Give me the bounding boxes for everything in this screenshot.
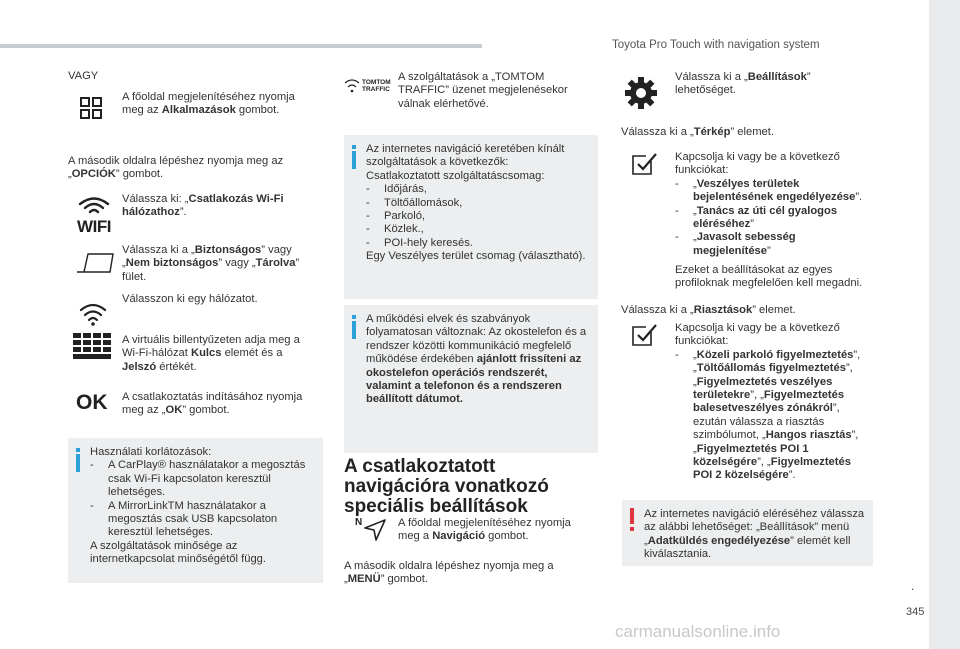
service-item: - Parkoló,	[366, 210, 590, 223]
services-footer: Egy Veszélyes terület csomag (választható).	[366, 250, 586, 263]
page-side-strip	[929, 0, 960, 649]
apps-instruction: A főoldal megjelenítéséhez nyomja meg az Alkalmazások gombot.	[122, 91, 295, 117]
ok-icon: OK	[76, 391, 108, 414]
menu-instruction: A második oldalra lépéshez nyomja meg a „MENÜ” gombot.	[344, 560, 554, 586]
tomtom-instruction: A szolgáltatások a „TOMTOM TRAFFIC” üzenet megjelenésekor válnak elérhetővé.	[398, 71, 568, 110]
services-package: Csatlakoztatott szolgáltatáscsomag:	[366, 169, 545, 182]
info-icon	[352, 321, 356, 339]
usage-limitations-note	[68, 438, 323, 583]
checkbox-icon	[631, 323, 657, 351]
keyboard-icon	[73, 333, 111, 363]
service-item: - Töltőállomások,	[366, 197, 590, 210]
connected-services-note	[344, 135, 598, 299]
warning-text: Az internetes navigáció eléréséhez válassza az alábbi lehetőséget: „Beállítások” menü „Adatküldés engedélyezése” elemét kell kiválasztania.	[644, 508, 865, 561]
network-instruction: Válasszon ki egy hálózatot.	[122, 293, 258, 305]
or-label: VAGY	[68, 70, 99, 82]
note-item-mirrorlink: - A MirrorLinkTM használatakor a megosztás csak USB kapcsolaton keresztül lehetséges.	[90, 500, 315, 540]
smartphone-update-note	[344, 305, 598, 453]
wifi-signal-icon	[79, 302, 107, 330]
map-setting-item: - „Veszélyes területek bejelentésének engedélyezése”.	[675, 178, 875, 205]
security-tab-instruction: Válassza ki a „Biztonságos” vagy „Nem biztonságos” vagy „Tárolva” fület.	[122, 244, 300, 283]
header-rule	[0, 44, 482, 48]
checkbox-icon	[631, 152, 657, 180]
tab-icon	[76, 253, 114, 277]
update-text: A működési elvek és szabványok folyamatosan változnak: Az okostelefon és a rendszer közötti kommunikáció megfelelő működése érdekében ajánlott frissíteni az okostelefon operációs rendszerét, valamint a telefonon és a rendszeren beállított dátumot.	[366, 313, 587, 406]
map-settings-footer: Ezeket a beállításokat az egyes profiloknak megfelelően kell megadni.	[675, 264, 863, 290]
info-icon	[76, 454, 80, 472]
services-intro: Az internetes navigáció keretében kínált szolgáltatások a következők:	[366, 143, 565, 169]
note-footer: A szolgáltatások minősége az internetkapcsolat minőségétől függ.	[90, 539, 267, 566]
note-item-carplay: - A CarPlay® használatakor a megosztás csak Wi-Fi kapcsolaton keresztül lehetséges.	[90, 459, 315, 499]
watermark: carmanualsonline.info	[615, 622, 781, 641]
alerts-instruction: Válassza ki a „Riasztások” elemet.	[621, 304, 796, 316]
settings-instruction: Válassza ki a „Beállítások” lehetőséget.	[675, 71, 811, 97]
gear-icon	[624, 76, 658, 114]
apps-grid-icon	[80, 97, 102, 123]
service-item: - Időjárás,	[366, 183, 590, 196]
alerts-settings-block: Kapcsolja ki vagy be a következő funkciókat: - „Közeli parkoló figyelmeztetés”, „Töltőállomás figyelmeztetés”, „Figyelmeztetés veszélyes területekre”, „Figyelmeztetés balesetveszélyes zónákról”, ezután válassza a riasztás szimbólumot, „Hangos riasztás”, „Figyelmeztetés POI 1 közelségére”, „Figyelmeztetés POI 2 közelségére”.	[675, 322, 873, 483]
section-heading: A csatlakoztatott navigációra vonatkozó speciális beállítások	[344, 456, 549, 517]
alert-setting-item: - „Közeli parkoló figyelmeztetés”, „Töltőállomás figyelmeztetés”, „Figyelmeztetés veszélyes területekre”, „Figyelmeztetés balesetveszélyes zónákról”, ezután válassza a riasztás szimbólumot, „Hangos riasztás”, „Figyelmeztetés POI 1 közelségére”, „Figyelmeztetés POI 2 közelségére”.	[675, 349, 873, 483]
options-instruction: A második oldalra lépéshez nyomja meg az „OPCIÓK” gombot.	[68, 155, 284, 181]
warning-icon	[630, 508, 634, 524]
info-icon	[352, 151, 356, 169]
wifi-instruction: Válassza ki: „Csatlakozás Wi-Fi hálózathoz”.	[122, 193, 284, 219]
map-setting-item: - „Javasolt sebesség megjelenítése”	[675, 231, 875, 258]
navigation-instruction: A főoldal megjelenítéséhez nyomja meg a Navigáció gombot.	[398, 517, 571, 543]
page-number: 345	[906, 606, 925, 618]
ok-instruction: A csatlakoztatás indításához nyomja meg az „OK” gombot.	[122, 391, 303, 417]
map-settings-block: Kapcsolja ki vagy be a következő funkciókat: - „Veszélyes területek bejelentésének engedélyezése”. - „Tanács az úti cél gyalogos eléréséhez” - „Javasolt sebesség megjelenítése”	[675, 151, 875, 258]
wifi-icon: WIFI	[74, 196, 114, 235]
service-item: - Közlek.,	[366, 223, 590, 236]
map-instruction: Válassza ki a „Térkép” elemet.	[621, 126, 774, 138]
keyboard-instruction: A virtuális billentyűzeten adja meg a Wi-Fi-hálózat Kulcs elemét és a Jelszó értékét.	[122, 334, 300, 373]
note-title: Használati korlátozások:	[90, 446, 212, 458]
page-end-mark: .	[911, 579, 915, 593]
map-setting-item: - „Tanács az úti cél gyalogos eléréséhez”	[675, 205, 875, 232]
page-header-title: Toyota Pro Touch with navigation system	[612, 39, 820, 51]
internet-navigation-warning	[622, 500, 873, 566]
service-item: - POI-hely keresés.	[366, 237, 590, 250]
